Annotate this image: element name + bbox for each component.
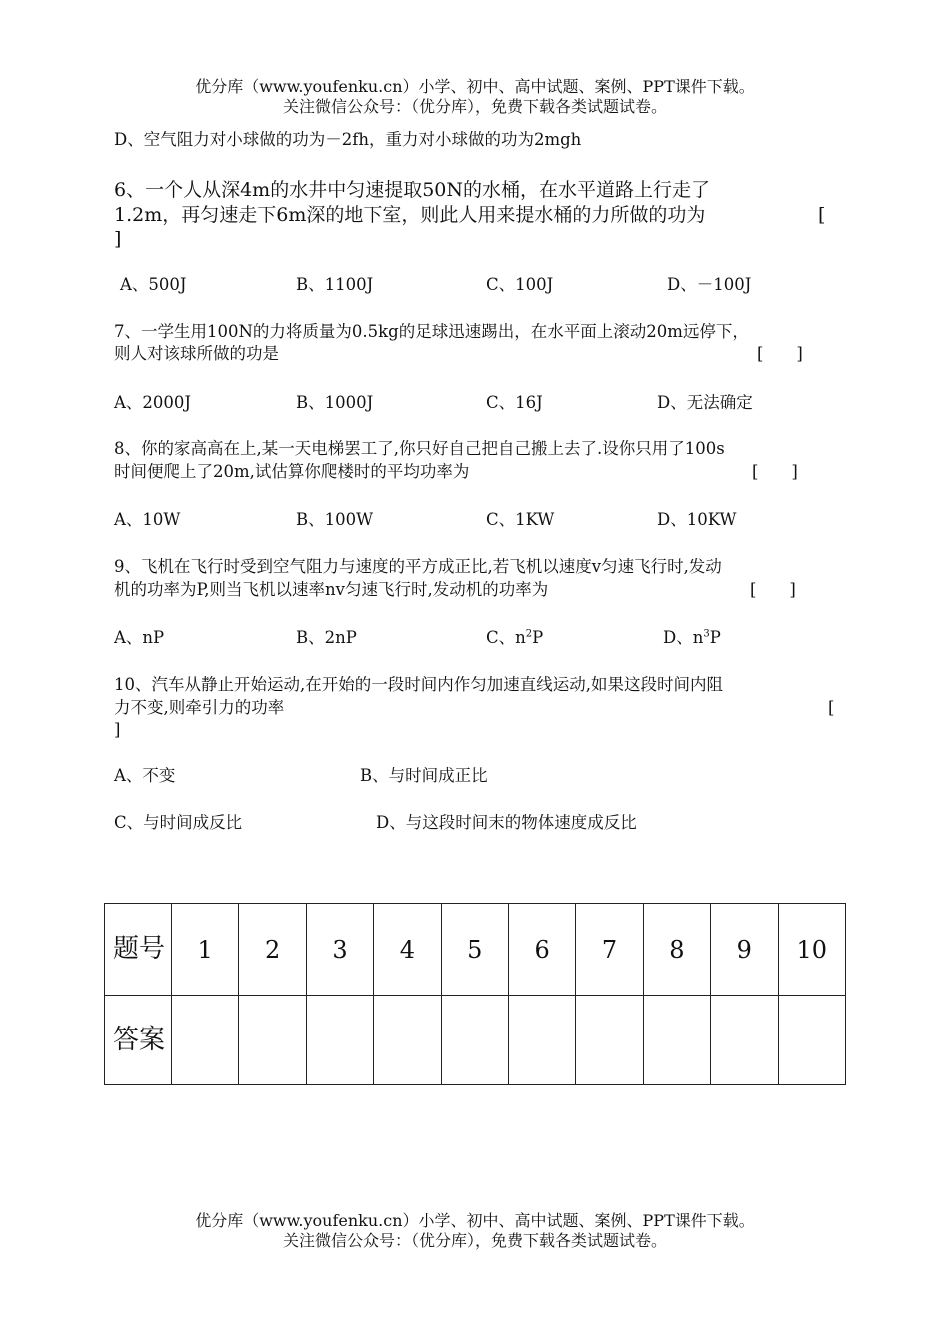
answer-cell[interactable]: [711, 996, 778, 1085]
question-10-line-2: 力不变,则牵引力的功率: [114, 698, 285, 717]
question-number-cell: 9: [711, 904, 778, 996]
question-9-line-1: 9、飞机在飞行时受到空气阻力与速度的平方成正比,若飞机以速度v匀速飞行时,发动: [114, 557, 722, 576]
question-9-option-d-suffix: P: [709, 628, 721, 647]
answer-table: [104, 903, 846, 1085]
question-8-option-d: D、10KW: [657, 510, 737, 529]
header-line-2: 关注微信公众号：（优分库），免费下载各类试题试卷。: [282, 97, 667, 116]
question-9-option-d: [663, 627, 721, 649]
question-8-line-1: 8、你的家高高在上,某一天电梯罢工了,你只好自己把自己搬上去了.设你只用了100s: [114, 439, 725, 458]
answer-cell[interactable]: [374, 996, 441, 1085]
question-7-option-d: D、无法确定: [657, 393, 753, 412]
answer-table-answer-row: [105, 996, 846, 1085]
question-9-option-b: B、2nP: [296, 628, 357, 647]
question-number-label: 题号: [105, 904, 172, 996]
question-9-bracket: [ ]: [750, 580, 796, 599]
question-6-option-d: D、－100J: [667, 275, 752, 294]
question-9-option-d-exponent: 3: [703, 628, 710, 640]
question-9-option-c-suffix: P: [532, 628, 544, 647]
header-line-1: 优分库（www.youfenku.cn）小学、初中、高中试题、案例、PPT课件下载。: [195, 77, 755, 96]
answer-cell[interactable]: [172, 996, 239, 1085]
answer-cell[interactable]: [508, 996, 575, 1085]
question-10-option-c: C、与时间成反比: [114, 813, 243, 832]
question-7-option-b: B、1000J: [296, 393, 374, 412]
question-7-option-a: A、2000J: [114, 393, 192, 412]
question-8-option-a: A、10W: [114, 510, 181, 529]
question-10-bracket-close: ]: [114, 720, 121, 739]
question-number-cell: 4: [374, 904, 441, 996]
question-10-option-b: B、与时间成正比: [360, 766, 488, 785]
question-6-option-a: A、500J: [120, 275, 187, 294]
question-number-cell: 3: [306, 904, 373, 996]
question-6-bracket-open: [: [818, 204, 826, 226]
question-9-option-c-exponent: 2: [525, 628, 533, 640]
carry-over-option-d: D、空气阻力对小球做的功为－2fh，重力对小球做的功为2mgh: [114, 130, 582, 149]
answer-cell[interactable]: [778, 996, 845, 1085]
question-9-option-d-prefix: D、n: [663, 628, 704, 647]
question-7-line-2: 则人对该球所做的功是: [114, 344, 279, 363]
question-8-bracket: [ ]: [752, 462, 798, 481]
answer-cell[interactable]: [239, 996, 306, 1085]
answer-cell[interactable]: [306, 996, 373, 1085]
answer-cell[interactable]: [643, 996, 710, 1085]
question-6-option-c: C、100J: [486, 275, 554, 294]
question-6-line-2: 1.2m，再匀速走下6m深的地下室，则此人用来提水桶的力所做的功为: [114, 204, 706, 226]
question-9-option-c: [486, 627, 543, 649]
answer-table-number-row: [105, 904, 846, 996]
question-number-cell: 10: [778, 904, 845, 996]
question-9-option-c-prefix: C、n: [486, 628, 526, 647]
question-10-bracket-open: [: [828, 698, 835, 717]
question-number-cell: 6: [508, 904, 575, 996]
answer-cell[interactable]: [576, 996, 643, 1085]
question-7-line-1: 7、一学生用100N的力将质量为0.5kg的足球迅速踢出，在水平面上滚动20m远停下，: [114, 322, 749, 341]
footer-line-2: 关注微信公众号：（优分库），免费下载各类试题试卷。: [282, 1231, 667, 1250]
question-10-option-d: D、与这段时间末的物体速度成反比: [376, 813, 637, 832]
question-6-line-1: 6、一个人从深4m的水井中匀速提取50N的水桶，在水平道路上行走了: [114, 179, 710, 201]
question-number-cell: 7: [576, 904, 643, 996]
question-number-cell: 8: [643, 904, 710, 996]
question-9-option-a: A、nP: [114, 628, 165, 647]
question-10-option-a: A、不变: [114, 766, 176, 785]
answer-label: 答案: [105, 996, 172, 1085]
question-number-cell: 2: [239, 904, 306, 996]
question-9-line-2: 机的功率为P,则当飞机以速率nv匀速飞行时,发动机的功率为: [114, 580, 549, 599]
question-6-bracket-close: ]: [114, 228, 122, 250]
answer-cell[interactable]: [441, 996, 508, 1085]
question-number-cell: 1: [172, 904, 239, 996]
question-10-line-1: 10、汽车从静止开始运动,在开始的一段时间内作匀加速直线运动,如果这段时间内阻: [114, 675, 723, 694]
question-8-option-b: B、100W: [296, 510, 374, 529]
question-6-option-b: B、1100J: [296, 275, 374, 294]
footer-line-1: 优分库（www.youfenku.cn）小学、初中、高中试题、案例、PPT课件下载。: [195, 1211, 755, 1230]
question-number-cell: 5: [441, 904, 508, 996]
question-8-line-2: 时间便爬上了20m,试估算你爬楼时的平均功率为: [114, 462, 470, 481]
question-7-option-c: C、16J: [486, 393, 543, 412]
question-7-bracket: [ ]: [757, 344, 803, 363]
question-8-option-c: C、1KW: [486, 510, 555, 529]
